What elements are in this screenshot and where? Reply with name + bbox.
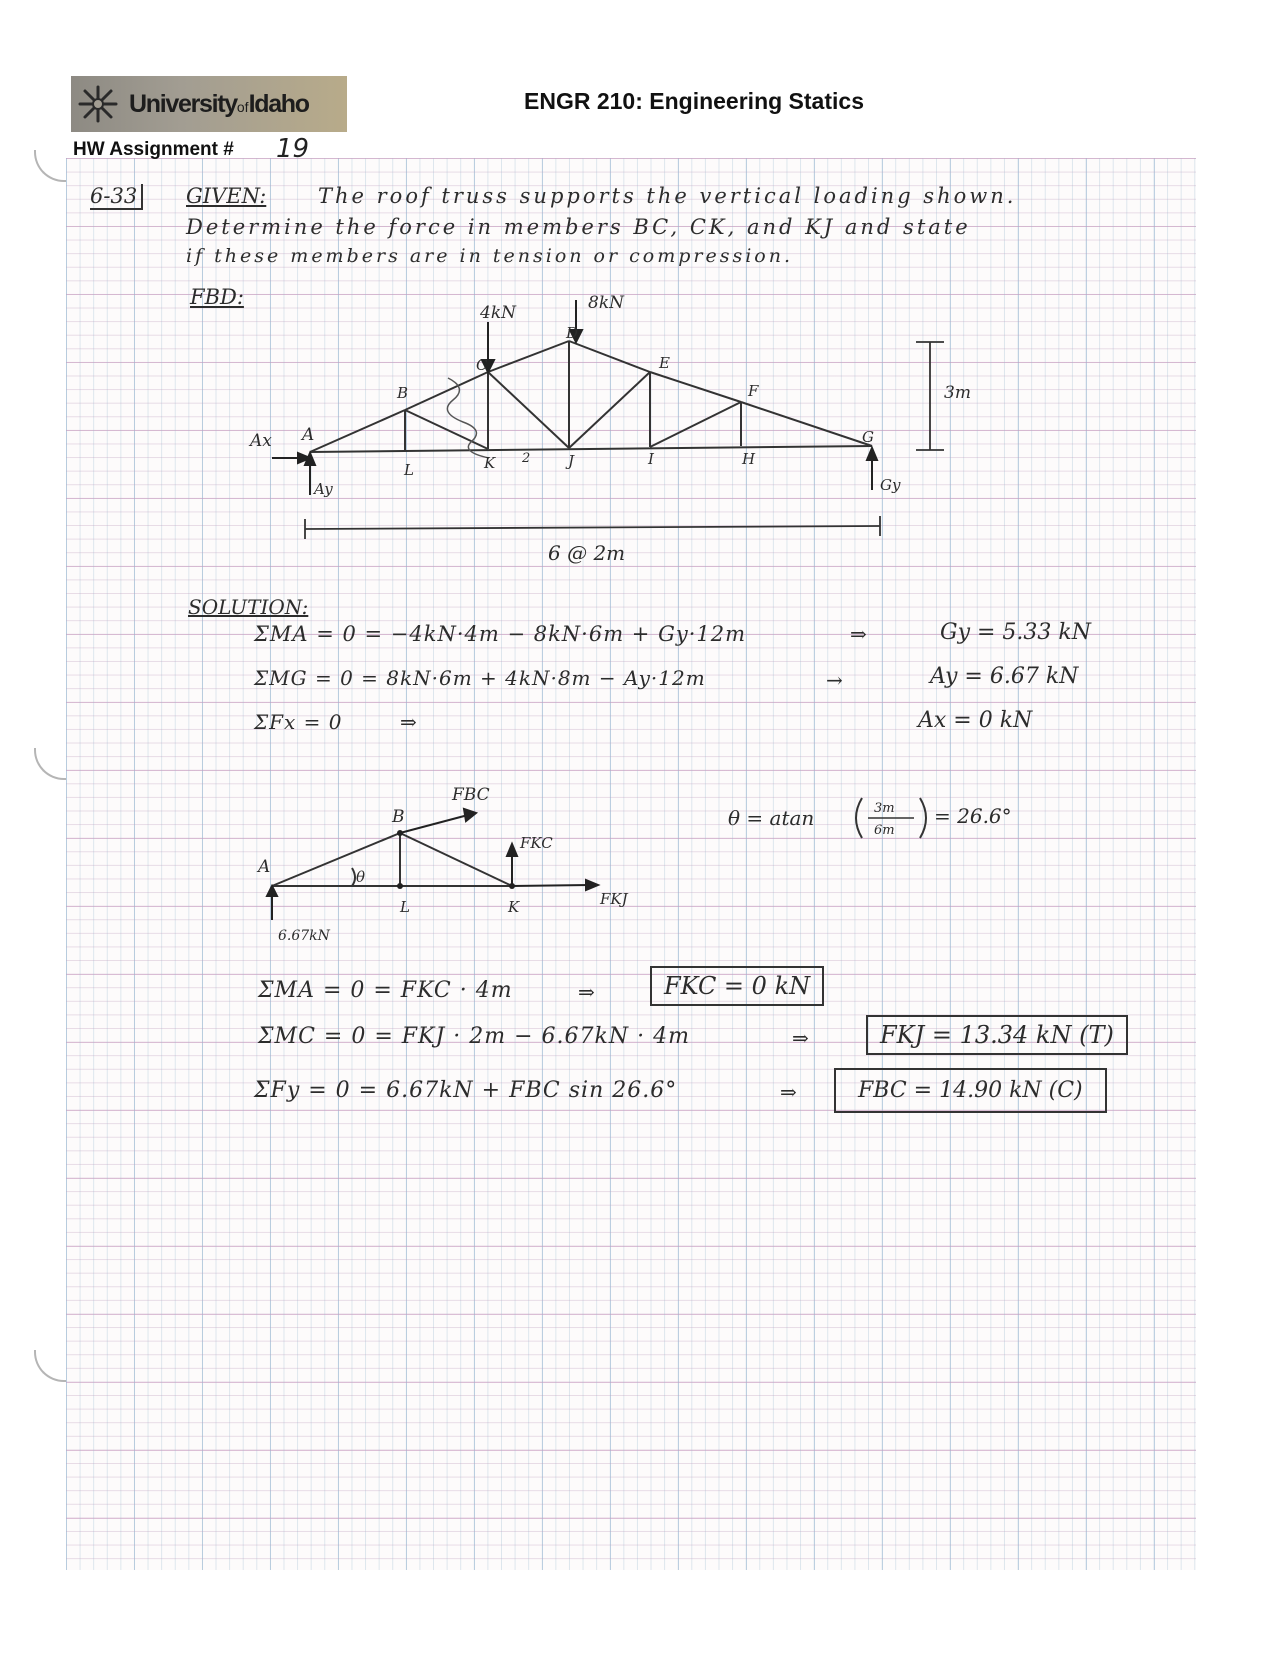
member-cd <box>488 341 569 372</box>
member-fg <box>741 402 872 446</box>
problem-line-2: Determine the force in members BC, CK, and KJ and state <box>186 215 971 239</box>
member-de <box>569 341 650 372</box>
eq1-arrow: ⇒ <box>850 622 867 646</box>
eq-moment-a: ΣMA = 0 = −4kN·4m − 8kN·6m + Gy·12m <box>254 622 747 646</box>
eq-fy: ΣFy = 0 = 6.67kN + FBC sin 26.6° <box>254 1078 678 1103</box>
member-bc <box>405 372 488 410</box>
result-fkc-box: FKC = 0 kN <box>650 966 824 1006</box>
member-fi <box>650 402 741 447</box>
section-member-ab <box>272 833 400 886</box>
theta-equation: θ = atan <box>728 806 815 830</box>
section-node-k: K <box>508 898 520 916</box>
member-cj <box>488 372 569 448</box>
theta-frac-num: 3m <box>874 801 895 816</box>
member-ab <box>310 410 405 452</box>
eq-moment-c: ΣMC = 0 = FKJ · 2m − 6.67kN · 4m <box>258 1024 690 1049</box>
node-c: C <box>476 356 488 374</box>
node-e: E <box>659 354 670 372</box>
eq6-arrow: ⇒ <box>780 1080 797 1104</box>
eq-moment-a-section: ΣMA = 0 = FKC · 4m <box>258 978 513 1003</box>
eq-moment-g: ΣMG = 0 = 8kN·6m + 4kN·8m − Ay·12m <box>254 666 706 690</box>
node-g: G <box>862 428 874 446</box>
result-ax: Ax = 0 kN <box>918 708 1033 733</box>
theta-value: = 26.6° <box>934 804 1012 828</box>
height-label: 3m <box>944 383 971 403</box>
section-member-bk <box>400 833 512 886</box>
theta-arc <box>352 868 355 886</box>
fkj-label: FKJ <box>600 890 628 908</box>
hw-number: 19 <box>276 134 310 164</box>
fkj-arrow <box>512 885 590 886</box>
cut-mark: 2 <box>522 451 531 466</box>
node-h: H <box>742 450 756 468</box>
node-j: J <box>568 452 575 470</box>
node-l: L <box>404 461 414 479</box>
result-fbc-box: FBC = 14.90 kN (C) <box>834 1068 1107 1113</box>
problem-line-1: The roof truss supports the vertical loading shown. <box>318 184 1017 208</box>
member-ej <box>569 372 650 448</box>
node-f: F <box>748 382 759 400</box>
eq3-arrow: ⇒ <box>400 710 417 734</box>
logo-wordmark: UniversityofIdaho <box>129 89 309 118</box>
node-i: I <box>648 450 654 468</box>
fbd-label: FBD: <box>190 285 244 309</box>
span-dim-line <box>305 526 880 529</box>
node-b: B <box>397 384 409 402</box>
ay-label: Ay <box>314 480 333 498</box>
fkc-label: FKC <box>520 834 553 852</box>
given-label: GIVEN: <box>186 184 267 208</box>
load-c-label: 4kN <box>480 303 516 323</box>
ax-label: Ax <box>250 431 272 451</box>
result-gy: Gy = 5.33 kN <box>940 620 1091 645</box>
bottom-chord <box>310 446 872 452</box>
course-title: ENGR 210: Engineering Statics <box>524 88 864 114</box>
node-d: D <box>566 324 579 342</box>
eq4-arrow: ⇒ <box>578 980 595 1004</box>
eq5-arrow: ⇒ <box>792 1026 809 1050</box>
node-a: A <box>302 425 315 445</box>
span-label: 6 @ 2m <box>548 541 626 565</box>
fbc-arrow <box>400 815 468 833</box>
theta-frac-den: 6m <box>874 823 895 838</box>
hw-label: HW Assignment # <box>73 139 234 160</box>
eq-fx: ΣFx = 0 <box>254 710 343 734</box>
load-d-label: 8kN <box>588 293 624 313</box>
member-ef <box>650 372 741 402</box>
section-node-b: B <box>392 807 405 827</box>
problem-line-3: if these members are in tension or compression. <box>186 245 794 267</box>
solution-label: SOLUTION: <box>188 595 309 619</box>
a-load-label: 6.67kN <box>278 928 330 944</box>
theta-label: θ <box>356 868 366 886</box>
section-node-l: L <box>400 898 410 916</box>
result-fkj-box: FKJ = 13.34 kN (T) <box>866 1015 1128 1055</box>
eq2-arrow: → <box>826 668 843 692</box>
node-k: K <box>484 454 496 472</box>
gy-label: Gy <box>880 476 901 494</box>
fbc-label: FBC <box>452 785 490 805</box>
result-ay: Ay = 6.67 kN <box>930 664 1079 689</box>
problem-number: 6-33 <box>90 184 143 210</box>
section-node-a: A <box>258 857 271 877</box>
